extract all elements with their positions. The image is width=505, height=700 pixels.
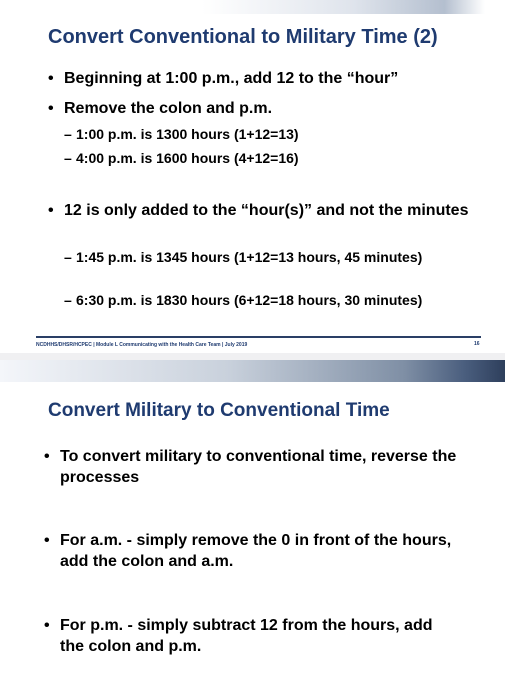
bullet-item [44,446,460,488]
bullet-dot-icon: • [48,202,54,219]
sub-bullet-text: 4:00 p.m. is 1600 hours (4+12=16) [76,150,299,166]
bullet-dot-icon: • [44,448,50,465]
sub-bullet-text: 1:00 p.m. is 1300 hours (1+12=13) [76,126,299,142]
dash-icon: – [64,249,72,265]
slide-header-band [0,0,505,14]
sub-bullet-text: 1:45 p.m. is 1345 hours (1+12=13 hours, 45 minutes) [76,249,423,265]
slide-title: Convert Military to Conventional Time [48,400,390,421]
bullet-text: To convert military to conventional time, reverse the processes [60,448,457,486]
bullet-text: For a.m. - simply remove the 0 in front of the hours, add the colon and a.m. [60,532,452,570]
bullet-dot-icon: • [48,70,54,87]
dash-icon: – [64,292,72,308]
bullet-item [48,98,484,119]
bullet-dot-icon: • [44,532,50,549]
slide-military-to-conventional [0,360,505,700]
sub-bullet-text: 6:30 p.m. is 1830 hours (6+12=18 hours, 30 minutes) [76,292,423,308]
dash-icon: – [64,150,72,166]
bullet-item [44,615,460,657]
bullet-dot-icon: • [44,617,50,634]
bullet-item [44,530,460,572]
bullet-text: For p.m. - simply subtract 12 from the hours, add the colon and p.m. [60,617,433,655]
bullet-text: Remove the colon and p.m. [64,100,273,117]
sub-bullet-item [64,291,436,309]
bullet-item [48,68,484,89]
footer-divider [36,336,481,338]
sub-bullet-item [64,248,436,266]
sub-bullet-item [64,125,476,143]
page-number: 16 [474,341,480,347]
bullet-item [48,200,474,221]
bullet-text: 12 is only added to the “hour(s)” and not the minutes [64,202,469,219]
dash-icon: – [64,126,72,142]
slide-title: Convert Conventional to Military Time (2) [48,26,438,48]
bullet-dot-icon: • [48,100,54,117]
slide-header-band [0,360,505,382]
bullet-text: Beginning at 1:00 p.m., add 12 to the “hour” [64,70,399,87]
sub-bullet-item [64,149,476,167]
slide-footer: NCDHHS/DHSR/HCPEC | Module L Communicating with the Health Care Team | July 2019 [36,342,248,348]
